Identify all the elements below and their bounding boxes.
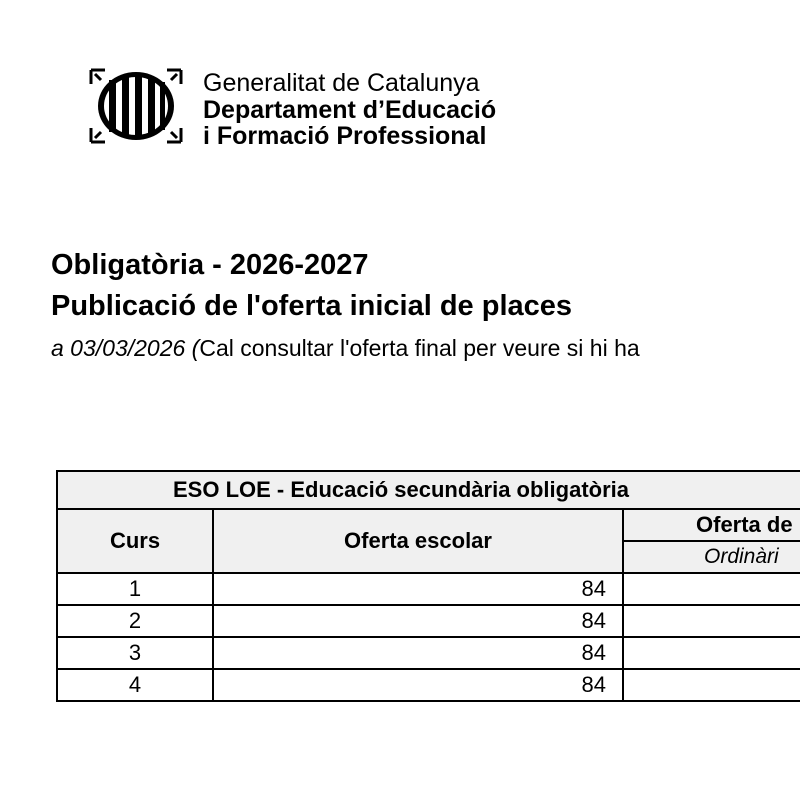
table-caption: ESO LOE - Educació secundària obligatòria <box>57 471 800 509</box>
table-row <box>57 573 800 605</box>
cell-oferta-escolar: 84 <box>213 669 623 701</box>
cell-oferta-ordinaria <box>623 605 800 637</box>
column-header-ordinaria: Ordinàri <box>623 541 800 573</box>
places-table <box>56 470 800 702</box>
org-line-department: Departament d’Educació <box>203 96 497 124</box>
header <box>87 66 787 150</box>
column-header-curs: Curs <box>57 509 213 573</box>
cell-oferta-escolar: 84 <box>213 573 623 605</box>
cell-oferta-escolar: 84 <box>213 637 623 669</box>
column-header-oferta-escolar: Oferta escolar <box>213 509 623 573</box>
cell-oferta-ordinaria <box>623 669 800 701</box>
column-header-oferta-de: Oferta de <box>623 509 800 541</box>
publication-date: a 03/03/2026 ( <box>51 335 200 361</box>
page-title: Obligatòria - 2026-2027 <box>51 249 369 281</box>
places-table-wrapper <box>56 470 800 702</box>
cell-curs: 3 <box>57 637 213 669</box>
page-subtitle: Publicació de l'oferta inicial de places <box>51 290 573 322</box>
table-row <box>57 637 800 669</box>
cell-oferta-ordinaria <box>623 637 800 669</box>
organization-name <box>203 70 496 149</box>
cell-curs: 2 <box>57 605 213 637</box>
table-row <box>57 605 800 637</box>
generalitat-logo <box>87 66 185 146</box>
org-line-generalitat: Generalitat de Catalunya <box>203 69 480 97</box>
cell-oferta-ordinaria <box>623 573 800 605</box>
cell-curs: 4 <box>57 669 213 701</box>
publication-note: Cal consultar l'oferta final per veure si hi ha <box>199 335 640 361</box>
org-line-formacio: i Formació Professional <box>203 122 487 150</box>
table-row <box>57 669 800 701</box>
cell-oferta-escolar: 84 <box>213 605 623 637</box>
publication-date-line <box>51 333 640 363</box>
cell-curs: 1 <box>57 573 213 605</box>
